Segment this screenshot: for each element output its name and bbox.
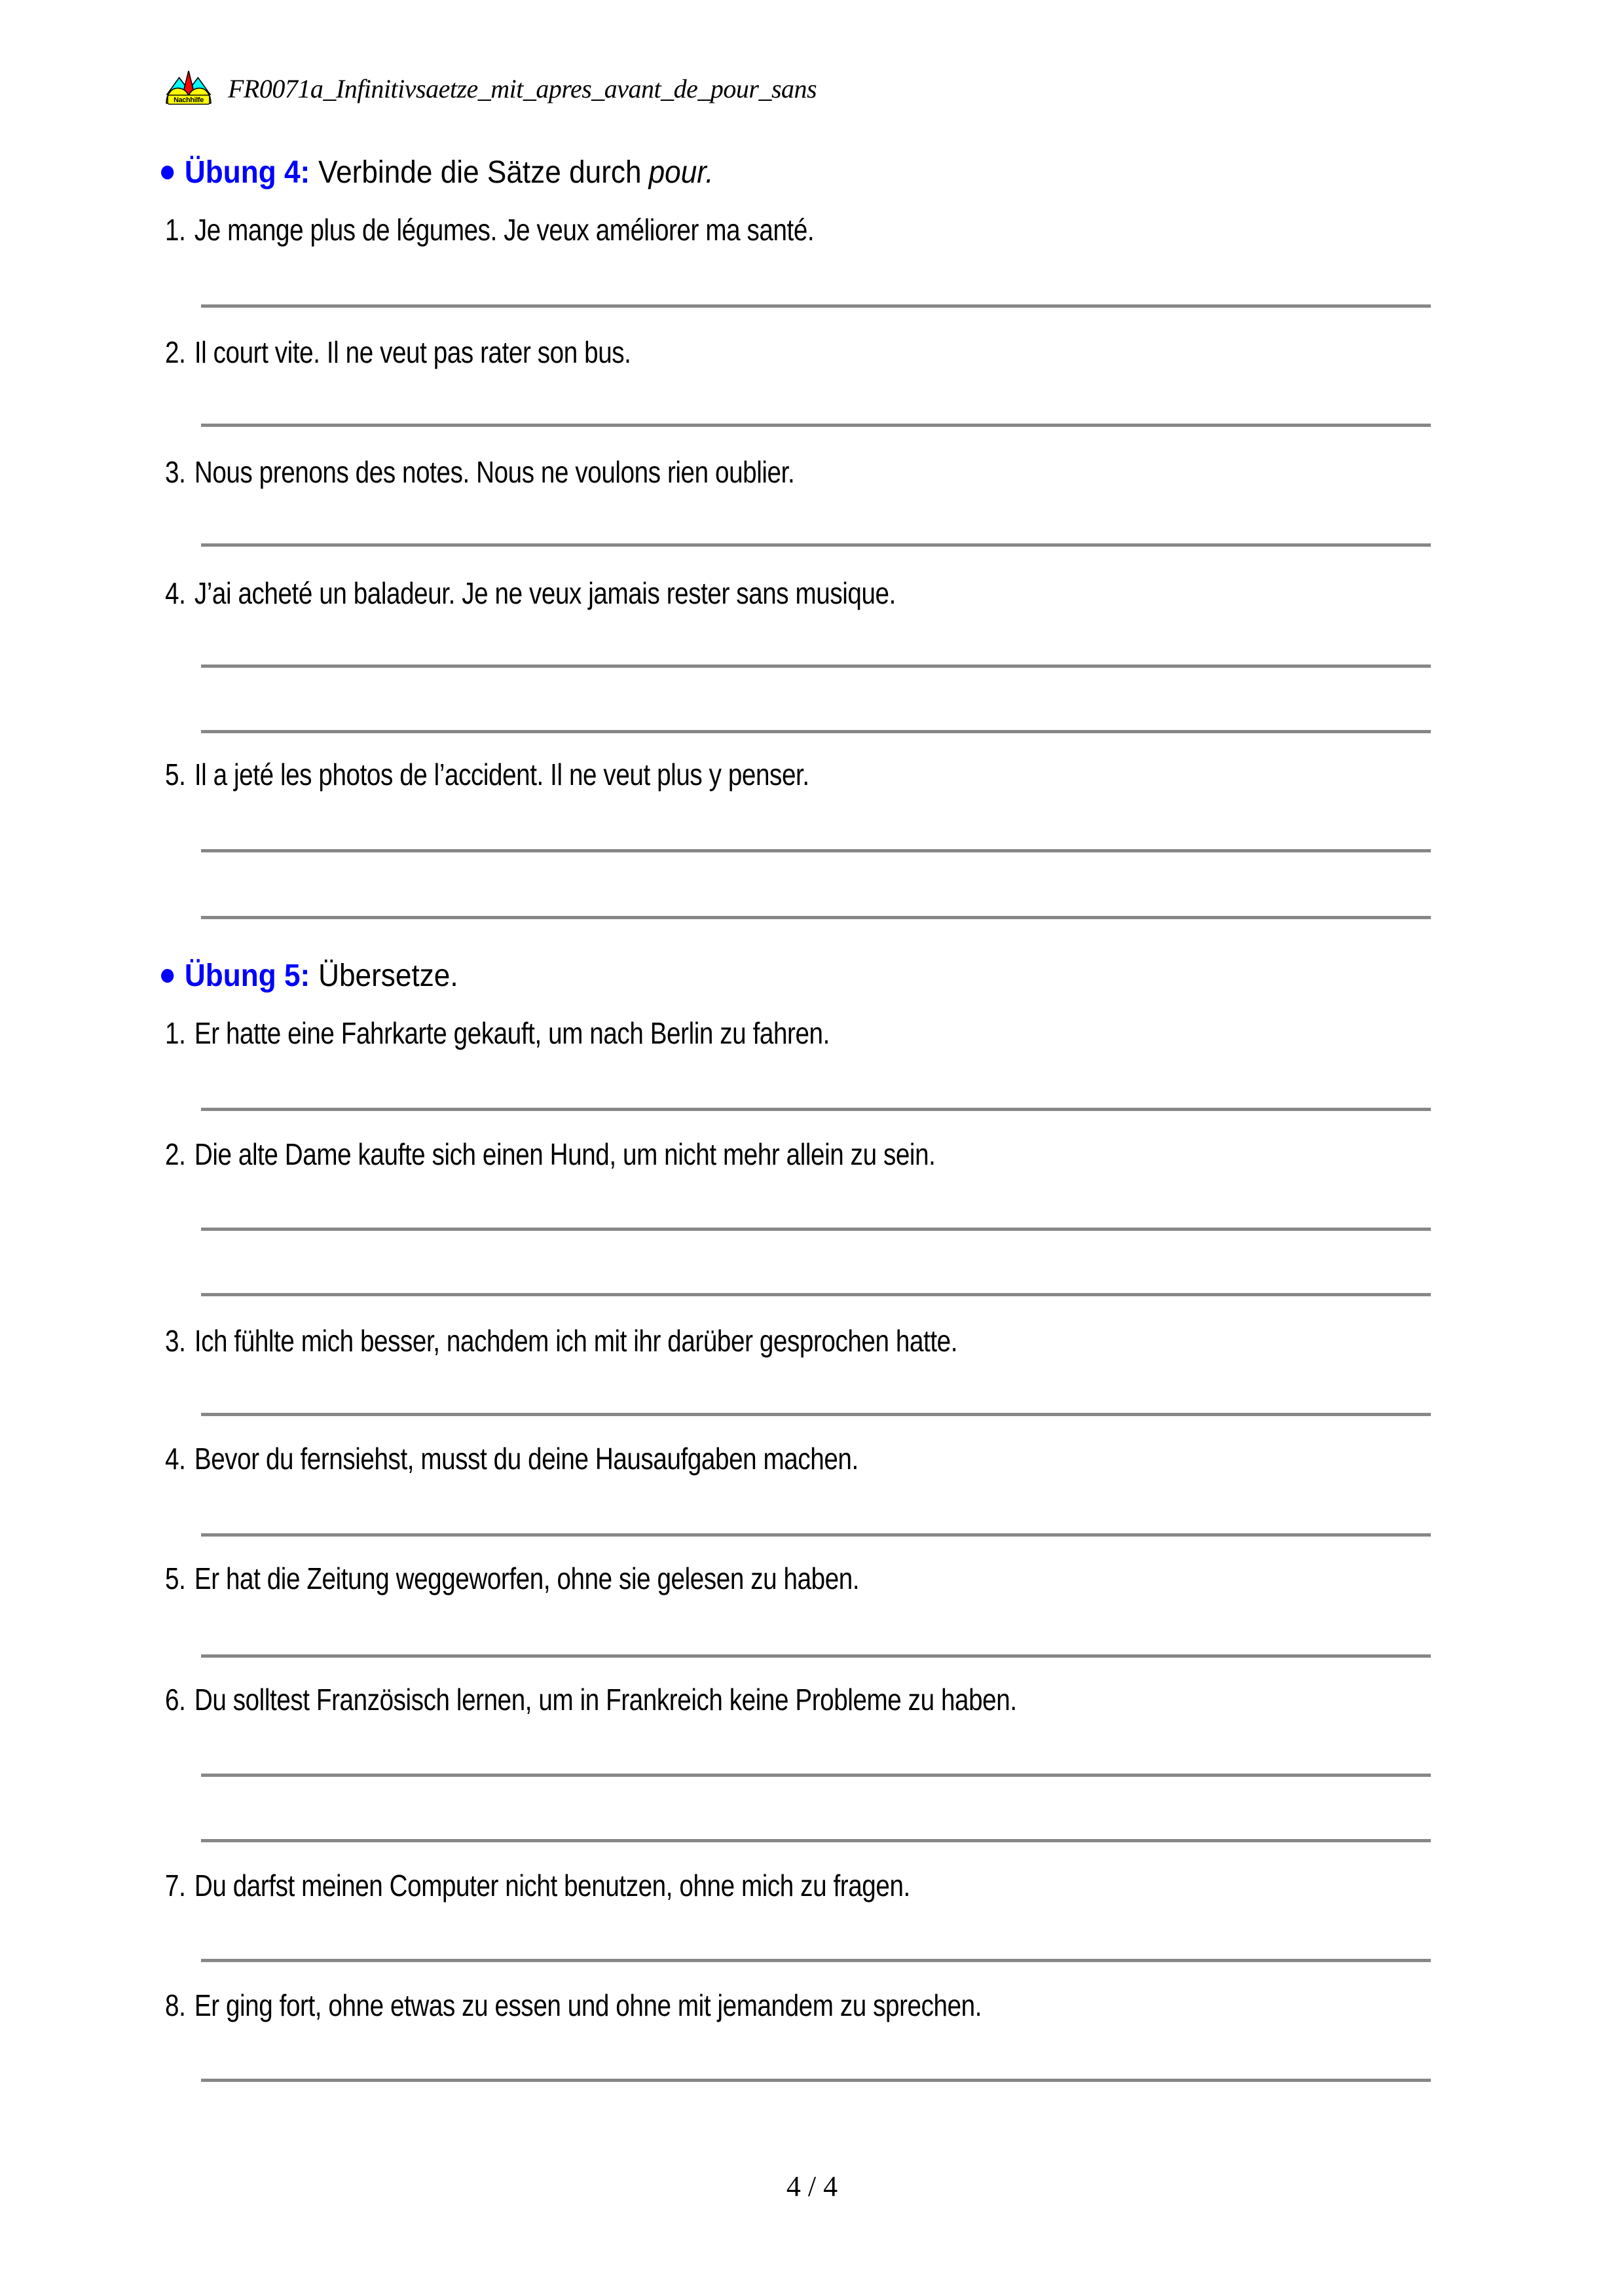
answer-line [201,1774,1431,1777]
exercise4-item-4 [165,576,896,611]
item-text: Nous prenons des notes. Nous ne voulons rien oublier. [194,455,795,489]
exercise5-heading [161,959,458,994]
answer-line [201,1533,1431,1537]
exercise5-instruction: Übersetze. [318,958,458,993]
item-number: 1. [165,1016,186,1050]
answer-line [201,1413,1431,1416]
answer-line [201,1839,1431,1842]
item-number: 3. [165,455,186,489]
item-number: 8. [165,1988,186,2022]
exercise5-item-3 [165,1324,957,1358]
item-text: Il a jeté les photos de l’accident. Il ne veut plus y penser. [194,757,809,792]
item-text: Die alte Dame kaufte sich einen Hund, um nicht mehr allein zu sein. [194,1137,936,1171]
answer-line [201,665,1431,668]
exercise4-item-1 [165,213,814,247]
exercise4-heading [161,156,714,191]
item-number: 5. [165,1561,186,1595]
answer-line [201,1293,1431,1296]
exercise5-item-4 [165,1442,858,1476]
item-number: 7. [165,1868,186,1903]
answer-line [201,304,1431,308]
exercise5-item-8 [165,1988,982,2023]
exercise4-item-2 [165,335,631,370]
answer-line [201,1108,1431,1111]
exercise4-item-5 [165,757,809,792]
answer-line [201,916,1431,919]
item-number: 2. [165,1137,186,1171]
item-text: Du solltest Französisch lernen, um in Frankreich keine Probleme zu haben. [194,1683,1017,1717]
item-text: Bevor du fernsiehst, musst du deine Hausaufgaben machen. [194,1442,858,1476]
exercise5-item-5 [165,1561,859,1596]
bullet-icon [161,166,174,179]
exercise5-item-1 [165,1016,830,1051]
answer-line [201,1228,1431,1231]
item-text: Du darfst meinen Computer nicht benutzen, ohne mich zu fragen. [194,1868,910,1903]
item-number: 6. [165,1683,186,1717]
item-number: 5. [165,757,186,792]
answer-line [201,849,1431,852]
item-text: Er ging fort, ohne etwas zu essen und ohne mit jemandem zu sprechen. [194,1988,982,2022]
answer-line [201,730,1431,733]
answer-line [201,2079,1431,2082]
item-number: 3. [165,1324,186,1358]
item-text: J’ai acheté un baladeur. Je ne veux jamais rester sans musique. [194,576,896,610]
item-text: Je mange plus de légumes. Je veux améliorer ma santé. [194,213,815,247]
item-text: Il court vite. Il ne veut pas rater son bus. [194,335,631,369]
answer-line [201,543,1431,547]
item-number: 4. [165,576,186,610]
exercise4-label: Übung 4: [184,155,310,190]
page-number: 4 / 4 [786,2170,838,2202]
logo-label: Nachhilfe [174,96,204,105]
answer-line [201,1654,1431,1658]
item-number: 2. [165,335,186,369]
answer-line [201,424,1431,427]
exercise4-instruction: Verbinde die Sätze durch [318,155,642,190]
exercise5-item-2 [165,1137,935,1172]
answer-line [201,1959,1431,1962]
item-number: 1. [165,213,186,247]
document-title: FR0071a_Infinitivsaetze_mit_apres_avant_de_pour_sans [228,74,817,103]
item-number: 4. [165,1442,186,1476]
nachhilfe-logo-icon [165,69,212,106]
exercise5-item-6 [165,1683,1017,1717]
exercise4-instruction-keyword: pour. [648,155,714,190]
bullet-icon [161,969,174,983]
exercise4-item-3 [165,455,794,490]
item-text: Er hat die Zeitung weggeworfen, ohne sie gelesen zu haben. [194,1561,860,1595]
item-text: Er hatte eine Fahrkarte gekauft, um nach Berlin zu fahren. [194,1016,830,1050]
exercise5-item-7 [165,1868,910,1903]
exercise5-label: Übung 5: [184,958,310,993]
item-text: Ich fühlte mich besser, nachdem ich mit ihr darüber gesprochen hatte. [194,1324,958,1358]
